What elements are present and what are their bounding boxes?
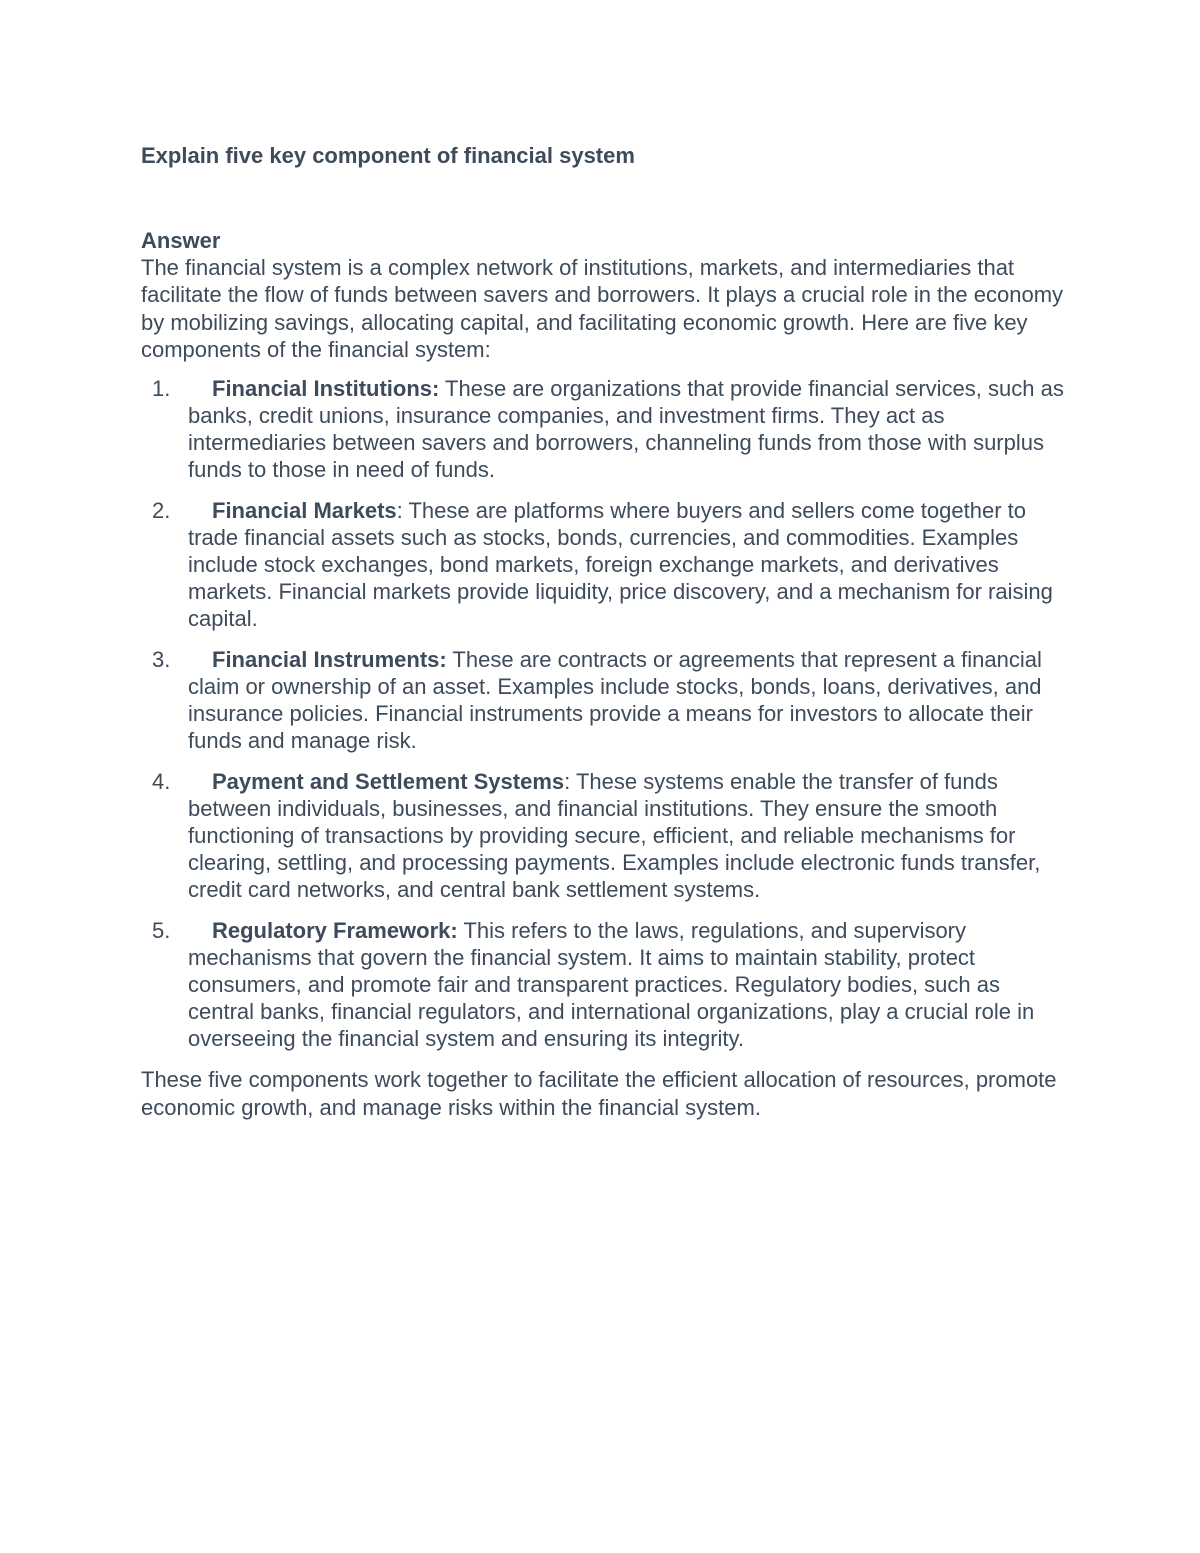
list-item-number: 1. [152,376,171,402]
list-item [141,375,1071,483]
list-item-body [188,917,1071,1052]
list-item-text: These are contracts or agreements that represent a financial claim or ownership of an asset. Examples include stocks, bonds, loans, derivatives, and insurance policies. Financial instruments provide a means for investors to allocate their funds and manage risk. [188,647,1042,754]
list-item [141,497,1071,632]
list-item-number: 5. [152,918,171,944]
intro-paragraph: The financial system is a complex network of institutions, markets, and intermediaries that facilitate the flow of funds between savers and borrowers. It plays a crucial role in the economy by mobilizing savings, allocating capital, and facilitating economic growth. Here are five key components of the financial system: [141,255,1064,362]
list-item-text: These are organizations that provide financial services, such as banks, credit unions, insurance companies, and investment firms. They act as intermediaries between savers and borrowers, channeling funds from those with surplus funds to those in need of funds. [188,376,1064,483]
list-item-body [188,768,1071,903]
conclusion-paragraph: These five components work together to facilitate the efficient allocation of resources, promote economic growth, and manage risks within the financial system. [141,1067,1057,1121]
list-item-body [188,497,1071,632]
components-list [141,375,1071,1052]
document-page [141,142,1071,1122]
list-item-body [188,646,1071,754]
list-item [141,646,1071,754]
list-item-term: Payment and Settlement Systems [212,769,565,795]
list-item-term: Financial Institutions: [212,376,440,402]
list-item-term: Financial Instruments: [212,647,447,673]
list-item-number: 2. [152,498,171,524]
list-item [141,768,1071,903]
list-item-text: : These systems enable the transfer of funds between individuals, businesses, and financial institutions. They ensure the smooth functioning of transactions by providing secure, efficient, and reliable mechanisms for clearing, settling, and processing payments. Examples include electronic funds transfer, credit card networks, and central bank settlement systems. [188,769,1041,903]
list-item-number: 4. [152,769,171,795]
list-item [141,917,1071,1052]
list-item-text: This refers to the laws, regulations, and supervisory mechanisms that govern the financial system. It aims to maintain stability, protect consumers, and promote fair and transparent practices. Regulatory bodies, such as central banks, financial regulators, and international organizations, play a crucial role in overseeing the financial system and ensuring its integrity. [188,918,1035,1052]
list-item-term: Regulatory Framework: [212,918,458,944]
document-title: Explain five key component of financial system [141,143,635,168]
list-item-term: Financial Markets [212,498,397,524]
answer-heading: Answer [141,228,221,253]
list-item-body [188,375,1071,483]
list-item-text: : These are platforms where buyers and sellers come together to trade financial assets such as stocks, bonds, currencies, and commodities. Examples include stock exchanges, bond markets, foreign exchange markets, and derivatives markets. Financial markets provide liquidity, price discovery, and a mechanism for raising capital. [188,498,1053,632]
list-item-number: 3. [152,647,171,673]
